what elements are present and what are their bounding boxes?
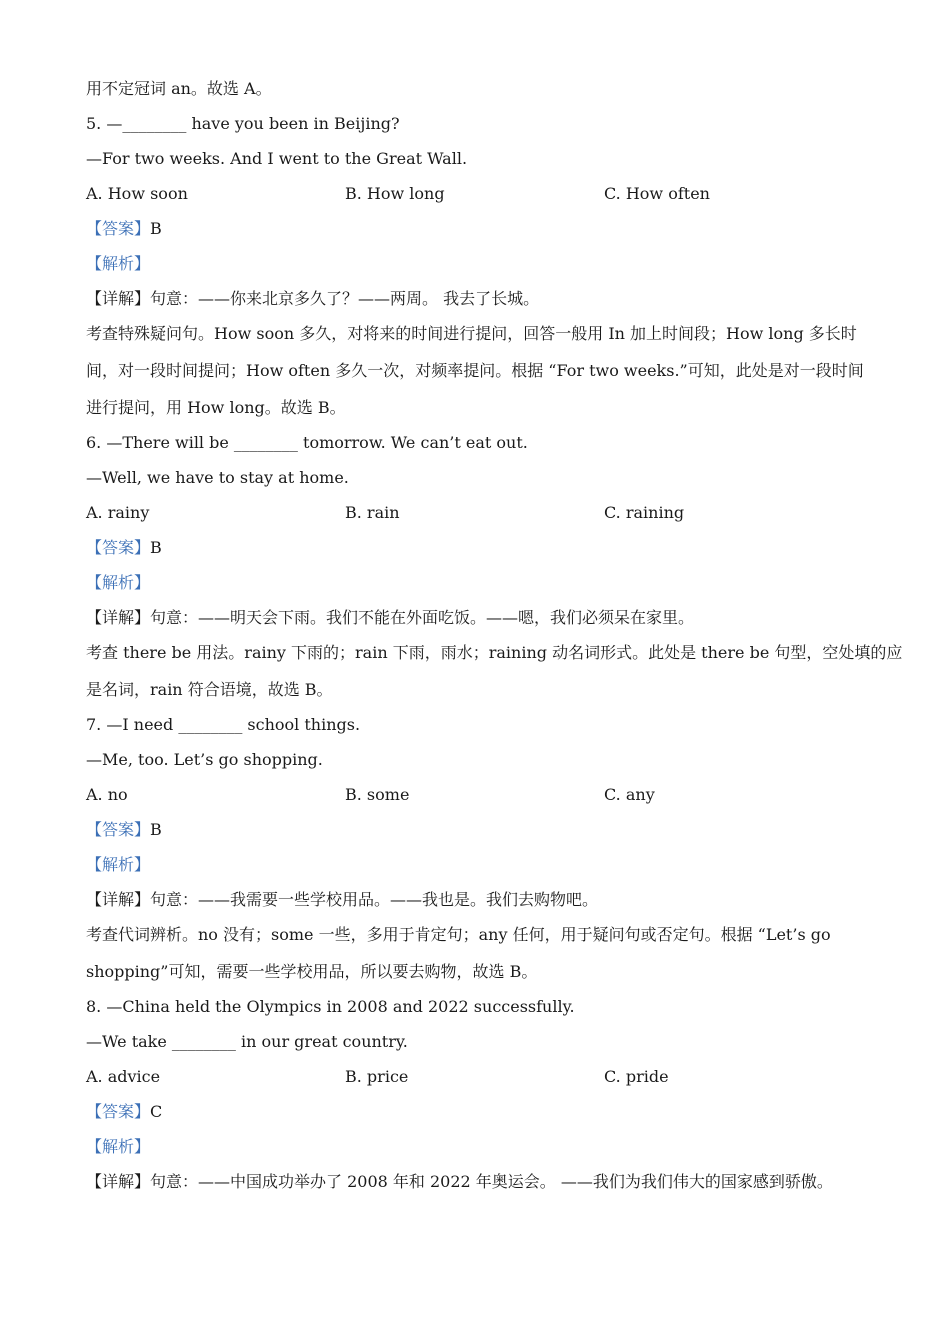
question-7 [86, 714, 876, 983]
answer-value: B [150, 219, 162, 238]
answer-line [86, 537, 876, 559]
answer-value: B [150, 820, 162, 839]
question-6 [86, 432, 903, 701]
analysis-line [86, 854, 876, 876]
option-b: B. How long [345, 184, 445, 203]
option-a: A. How soon [86, 184, 188, 203]
explain-line: 考查 there be 用法。rainy 下雨的；rain 下雨，雨水；raining 动名词形式。此处是 there be 句型，空处填的应 [86, 643, 903, 662]
option-b: B. price [345, 1067, 409, 1086]
analysis-tag: 【解析】 [86, 1137, 151, 1156]
options-row [86, 502, 876, 524]
answer-line [86, 819, 876, 841]
answer-line [86, 1101, 876, 1123]
option-b: B. some [345, 785, 410, 804]
option-b: B. rain [345, 503, 400, 522]
detail-line [86, 288, 876, 310]
question-8 [86, 996, 876, 1193]
answer-tag: 【答案】 [86, 219, 151, 238]
explain-line: 是名词，rain 符合语境，故选 B。 [86, 680, 333, 699]
question-stem: 5. —________ have you been in Beijing? [86, 114, 400, 133]
intro-line: 用不定冠词 an。故选 A。 [86, 79, 272, 98]
answer-tag: 【答案】 [86, 820, 151, 839]
options-row [86, 183, 876, 205]
analysis-tag: 【解析】 [86, 254, 151, 273]
question-stem: 8. —China held the Olympics in 2008 and 2022 successfully. [86, 997, 575, 1016]
question-stem: 6. —There will be ________ tomorrow. We can’t eat out. [86, 433, 528, 452]
detail-tag: 【详解】 [86, 608, 151, 627]
option-a: A. no [86, 785, 128, 804]
explain-line: 间，对一段时间提问；How often 多久一次，对频率提问。根据 “For two weeks.”可知，此处是对一段时间 [86, 361, 864, 380]
detail-text: 句意：——明天会下雨。我们不能在外面吃饭。——嗯，我们必须呆在家里。 [150, 608, 695, 627]
question-reply: —Well, we have to stay at home. [86, 468, 349, 487]
option-c: C. raining [604, 503, 685, 522]
analysis-line [86, 1136, 876, 1158]
question-5 [86, 113, 876, 419]
explain-line: shopping”可知，需要一些学校用品，所以要去购物，故选 B。 [86, 962, 538, 981]
detail-tag: 【详解】 [86, 890, 151, 909]
answer-tag: 【答案】 [86, 1102, 151, 1121]
detail-line [86, 607, 876, 629]
option-c: C. pride [604, 1067, 669, 1086]
detail-text: 句意：——我需要一些学校用品。——我也是。我们去购物吧。 [150, 890, 599, 909]
answer-tag: 【答案】 [86, 538, 151, 557]
detail-text: 句意：——中国成功举办了 2008 年和 2022 年奥运会。 ——我们为我们伟大的国家感到骄傲。 [150, 1172, 833, 1191]
answer-value: C [150, 1102, 163, 1121]
explain-line: 考查特殊疑问句。How soon 多久，对将来的时间进行提问，回答一般用 In 加上时间段；How long 多长时 [86, 324, 857, 343]
option-c: C. any [604, 785, 655, 804]
answer-value: B [150, 538, 162, 557]
analysis-tag: 【解析】 [86, 855, 151, 874]
explain-line: 进行提问，用 How long。故选 B。 [86, 398, 346, 417]
detail-line [86, 889, 876, 911]
detail-tag: 【详解】 [86, 1172, 151, 1191]
analysis-line [86, 253, 876, 275]
question-reply: —We take ________ in our great country. [86, 1032, 408, 1051]
document-page [86, 78, 903, 1206]
option-a: A. advice [86, 1067, 161, 1086]
explain-line: 考查代词辨析。no 没有；some 一些，多用于肯定句；any 任何，用于疑问句或否定句。根据 “Let’s go [86, 925, 831, 944]
detail-line [86, 1171, 876, 1193]
question-reply: —For two weeks. And I went to the Great Wall. [86, 149, 468, 168]
answer-line [86, 218, 876, 240]
options-row [86, 784, 876, 806]
option-a: A. rainy [86, 503, 150, 522]
option-c: C. How often [604, 184, 710, 203]
question-stem: 7. —I need ________ school things. [86, 715, 361, 734]
options-row [86, 1066, 876, 1088]
detail-text: 句意：——你来北京多久了？——两周。 我去了长城。 [150, 289, 540, 308]
analysis-tag: 【解析】 [86, 573, 151, 592]
detail-tag: 【详解】 [86, 289, 151, 308]
analysis-line [86, 572, 876, 594]
question-reply: —Me, too. Let’s go shopping. [86, 750, 323, 769]
